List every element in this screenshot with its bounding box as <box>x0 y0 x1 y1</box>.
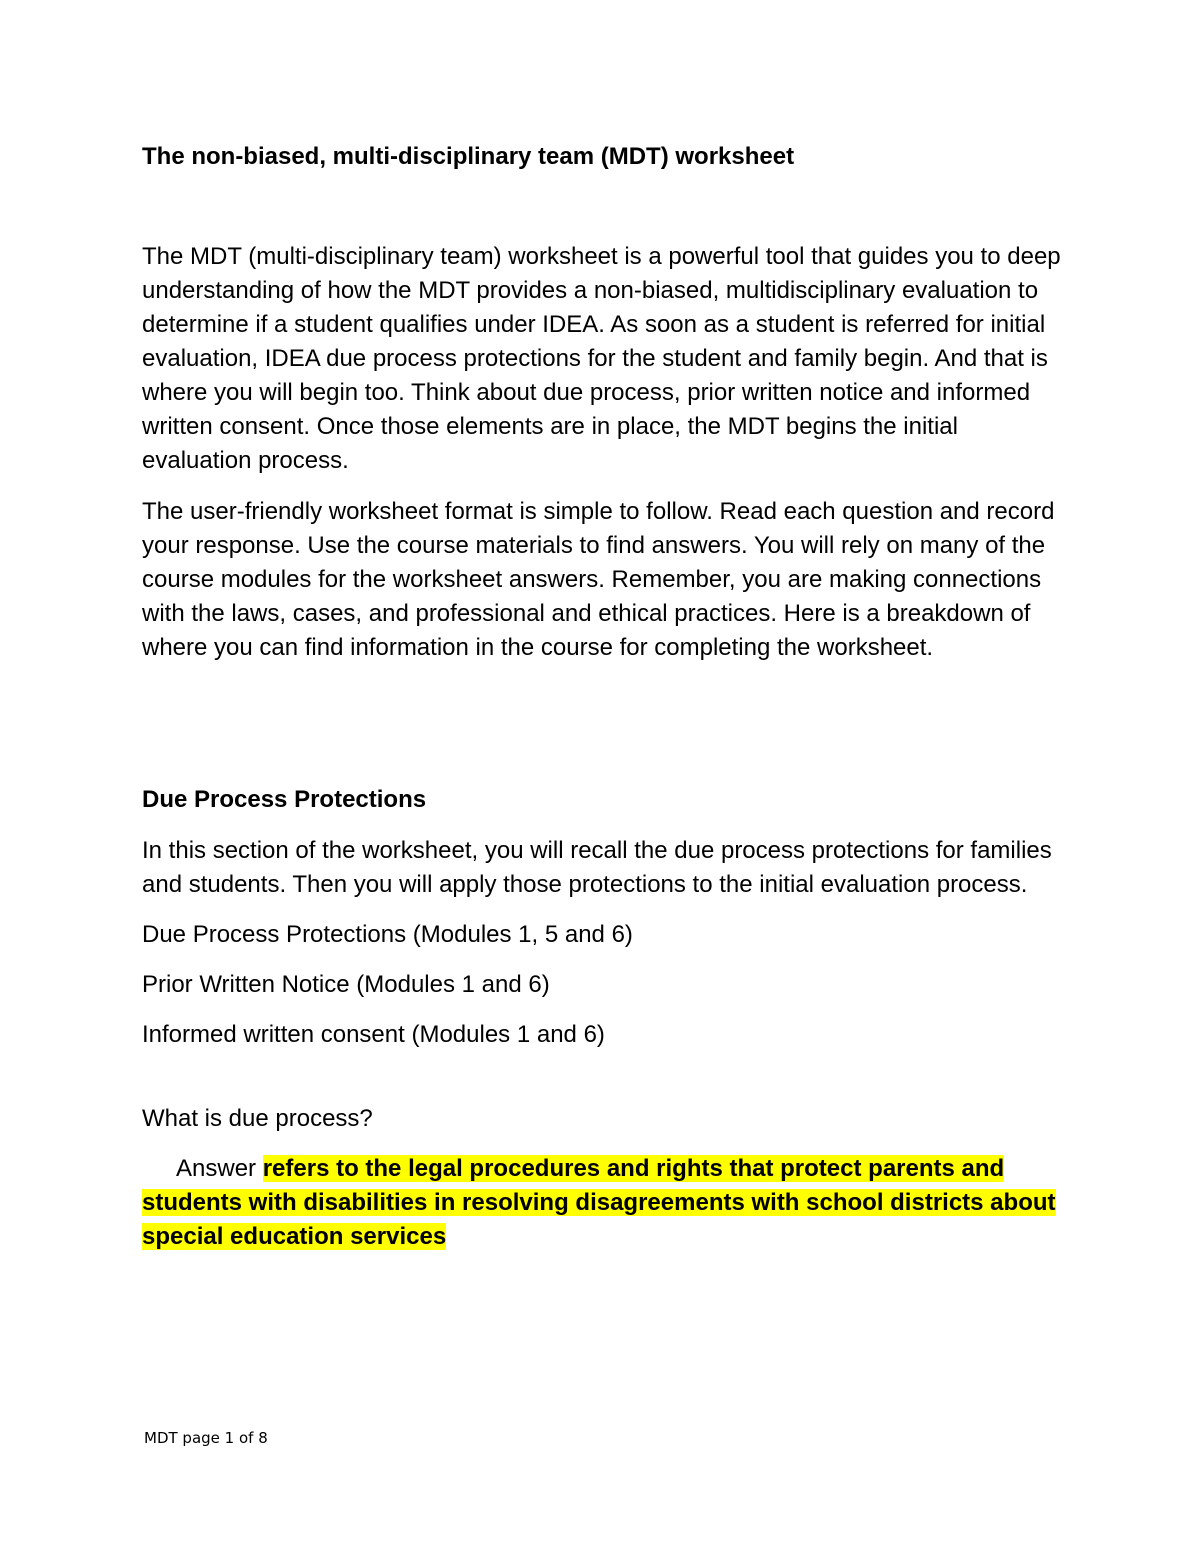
intro-paragraph: The user-friendly worksheet format is simple to follow. Read each question and record your response. Use the course materials to find answers. You will rely on many of the course modules for the worksheet answers. Remember, you are making connections with the laws, cases, and professional and ethical practices. Here is a breakdown of where you can find information in the course for completing the worksheet. <box>142 498 1055 661</box>
document-title: The non-biased, multi-disciplinary team (MDT) worksheet <box>142 143 795 170</box>
module-reference: Informed written consent (Modules 1 and 6) <box>142 1021 605 1048</box>
section-intro: In this section of the worksheet, you will recall the due process protections for families and students. Then you will apply those protections to the initial evaluation process. <box>142 837 1052 898</box>
intro-paragraph: The MDT (multi-disciplinary team) worksheet is a powerful tool that guides you to deep understanding of how the MDT provides a non-biased, multidisciplinary evaluation to determine if a student qualifies under IDEA. As soon as a student is referred for initial evaluation, IDEA due process protections for the student and family begin. And that is where you will begin too. Think about due process, prior written notice and informed written consent. Once those elements are in place, the MDT begins the initial evaluation process. <box>142 243 1061 474</box>
answer-text: refers to the legal procedures and rights that protect parents and students with disabilities in resolving disagreements with school districts about special education services <box>142 1155 1056 1250</box>
document-body <box>142 140 1072 1278</box>
answer-block <box>142 1152 1072 1254</box>
answer-label: Answer <box>176 1155 257 1182</box>
question-text: What is due process? <box>142 1105 373 1132</box>
module-reference: Prior Written Notice (Modules 1 and 6) <box>142 971 550 998</box>
module-reference: Due Process Protections (Modules 1, 5 and 6) <box>142 921 633 948</box>
section-heading: Due Process Protections <box>142 786 427 813</box>
page-footer: MDT page 1 of 8 <box>144 1429 268 1447</box>
